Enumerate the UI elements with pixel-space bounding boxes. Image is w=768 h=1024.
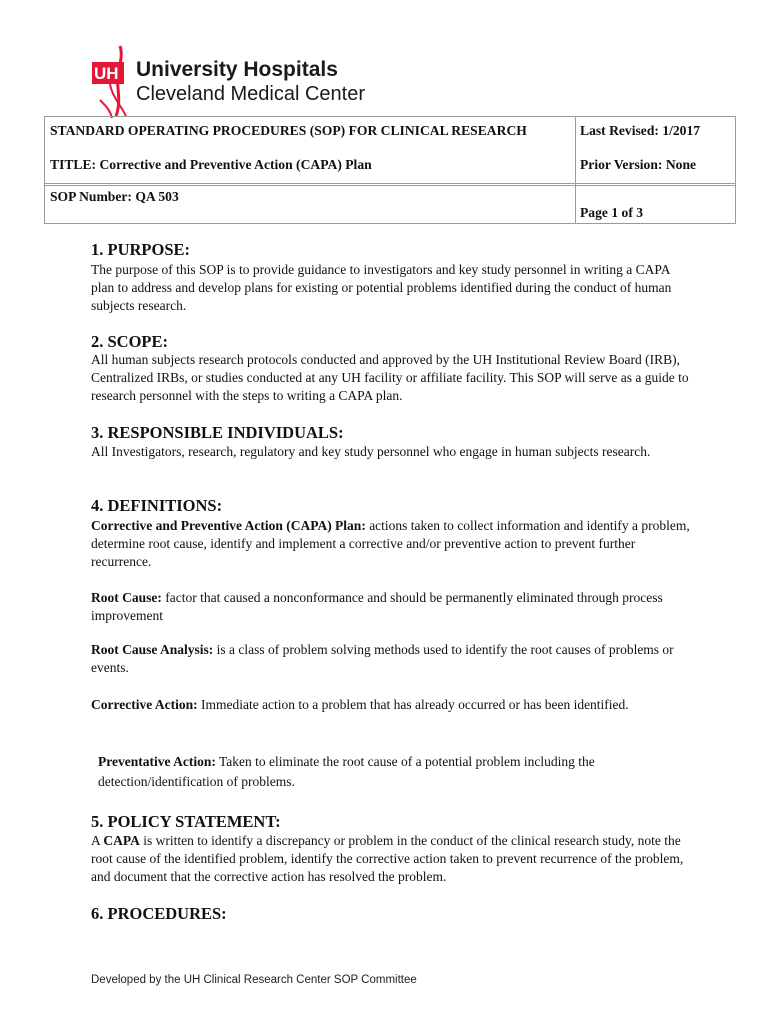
prior-version: Prior Version: None bbox=[580, 157, 697, 172]
policy-text-body: is written to identify a discrepancy or problem in the conduct of the clinical research study, note the root cause of the identified problem, identify the corrective action taken to prevent recurrence of the problem, and document that the corrective action has resolved the problem. bbox=[91, 833, 684, 885]
responsible-text: All Investigators, research, regulatory and key study personnel who engage in human subjects research. bbox=[91, 444, 651, 459]
sop-number: SOP Number: QA 503 bbox=[50, 189, 179, 204]
logo-mark-text: UH bbox=[94, 64, 119, 83]
purpose-heading: 1. PURPOSE: bbox=[91, 240, 190, 259]
definition-text: is a class of problem solving methods used to identify the root causes of problems or events. bbox=[91, 642, 674, 676]
policy-heading: 5. POLICY STATEMENT: bbox=[91, 812, 281, 831]
purpose-text: The purpose of this SOP is to provide guidance to investigators and key study personnel in writing a CAPA plan to address and develop plans for existing or potential problems identified during the conduct of human subjects research. bbox=[91, 262, 672, 314]
policy-capa-term: CAPA bbox=[103, 833, 140, 848]
page-footer: Developed by the UH Clinical Research Center SOP Committee bbox=[91, 974, 417, 986]
definition-text: Taken to eliminate the root cause of a potential problem including the detection/identification of problems. bbox=[98, 754, 595, 789]
procedures-heading: 6. PROCEDURES: bbox=[91, 904, 227, 923]
scope-heading: 2. SCOPE: bbox=[91, 332, 169, 351]
definition-text: factor that caused a nonconformance and should be permanently eliminated through process improvement bbox=[91, 590, 663, 624]
definition-corrective-action bbox=[91, 695, 691, 715]
policy-text bbox=[91, 832, 691, 887]
definition-root-cause bbox=[91, 589, 691, 625]
definition-capa bbox=[91, 517, 691, 572]
definitions-heading: 4. DEFINITIONS: bbox=[91, 496, 223, 515]
definition-text: actions taken to collect information and identify a problem, determine root cause, identify and implement a corrective and/or preventive action to prevent further recurrence. bbox=[91, 518, 690, 570]
last-revised: Last Revised: 1/2017 bbox=[580, 123, 701, 138]
definition-term: Preventative Action: bbox=[98, 754, 216, 769]
logo-subtitle: Cleveland Medical Center bbox=[136, 83, 366, 105]
definition-root-cause-analysis bbox=[91, 641, 691, 677]
responsible-heading: 3. RESPONSIBLE INDIVIDUALS: bbox=[91, 423, 344, 442]
scope-text: All human subjects research protocols conducted and approved by the UH Institutional Review Board (IRB), Centralized IRBs, or studies conducted at any UH facility or affiliate facility. This SOP will serve as a guide to research personnel with the steps to writing a CAPA plan. bbox=[91, 352, 689, 404]
sop-header-doc-title: TITLE: Corrective and Preventive Action (CAPA) Plan bbox=[50, 157, 372, 172]
definition-term: Root Cause: bbox=[91, 590, 162, 605]
policy-text-pre: A bbox=[91, 833, 104, 848]
sop-header-table bbox=[44, 116, 736, 224]
sop-header-title: STANDARD OPERATING PROCEDURES (SOP) FOR CLINICAL RESEARCH bbox=[50, 123, 527, 138]
definition-term: Corrective and Preventive Action (CAPA) Plan: bbox=[91, 518, 366, 533]
definition-text: Immediate action to a problem that has already occurred or has been identified. bbox=[197, 697, 629, 712]
definition-term: Corrective Action: bbox=[91, 697, 198, 712]
page-number: Page 1 of 3 bbox=[580, 205, 644, 220]
uh-logo-mark-icon bbox=[90, 44, 136, 120]
definition-term: Root Cause Analysis: bbox=[91, 642, 214, 657]
uh-logo bbox=[90, 44, 390, 120]
logo-title: University Hospitals bbox=[136, 58, 338, 81]
definition-preventative-action bbox=[98, 752, 691, 792]
